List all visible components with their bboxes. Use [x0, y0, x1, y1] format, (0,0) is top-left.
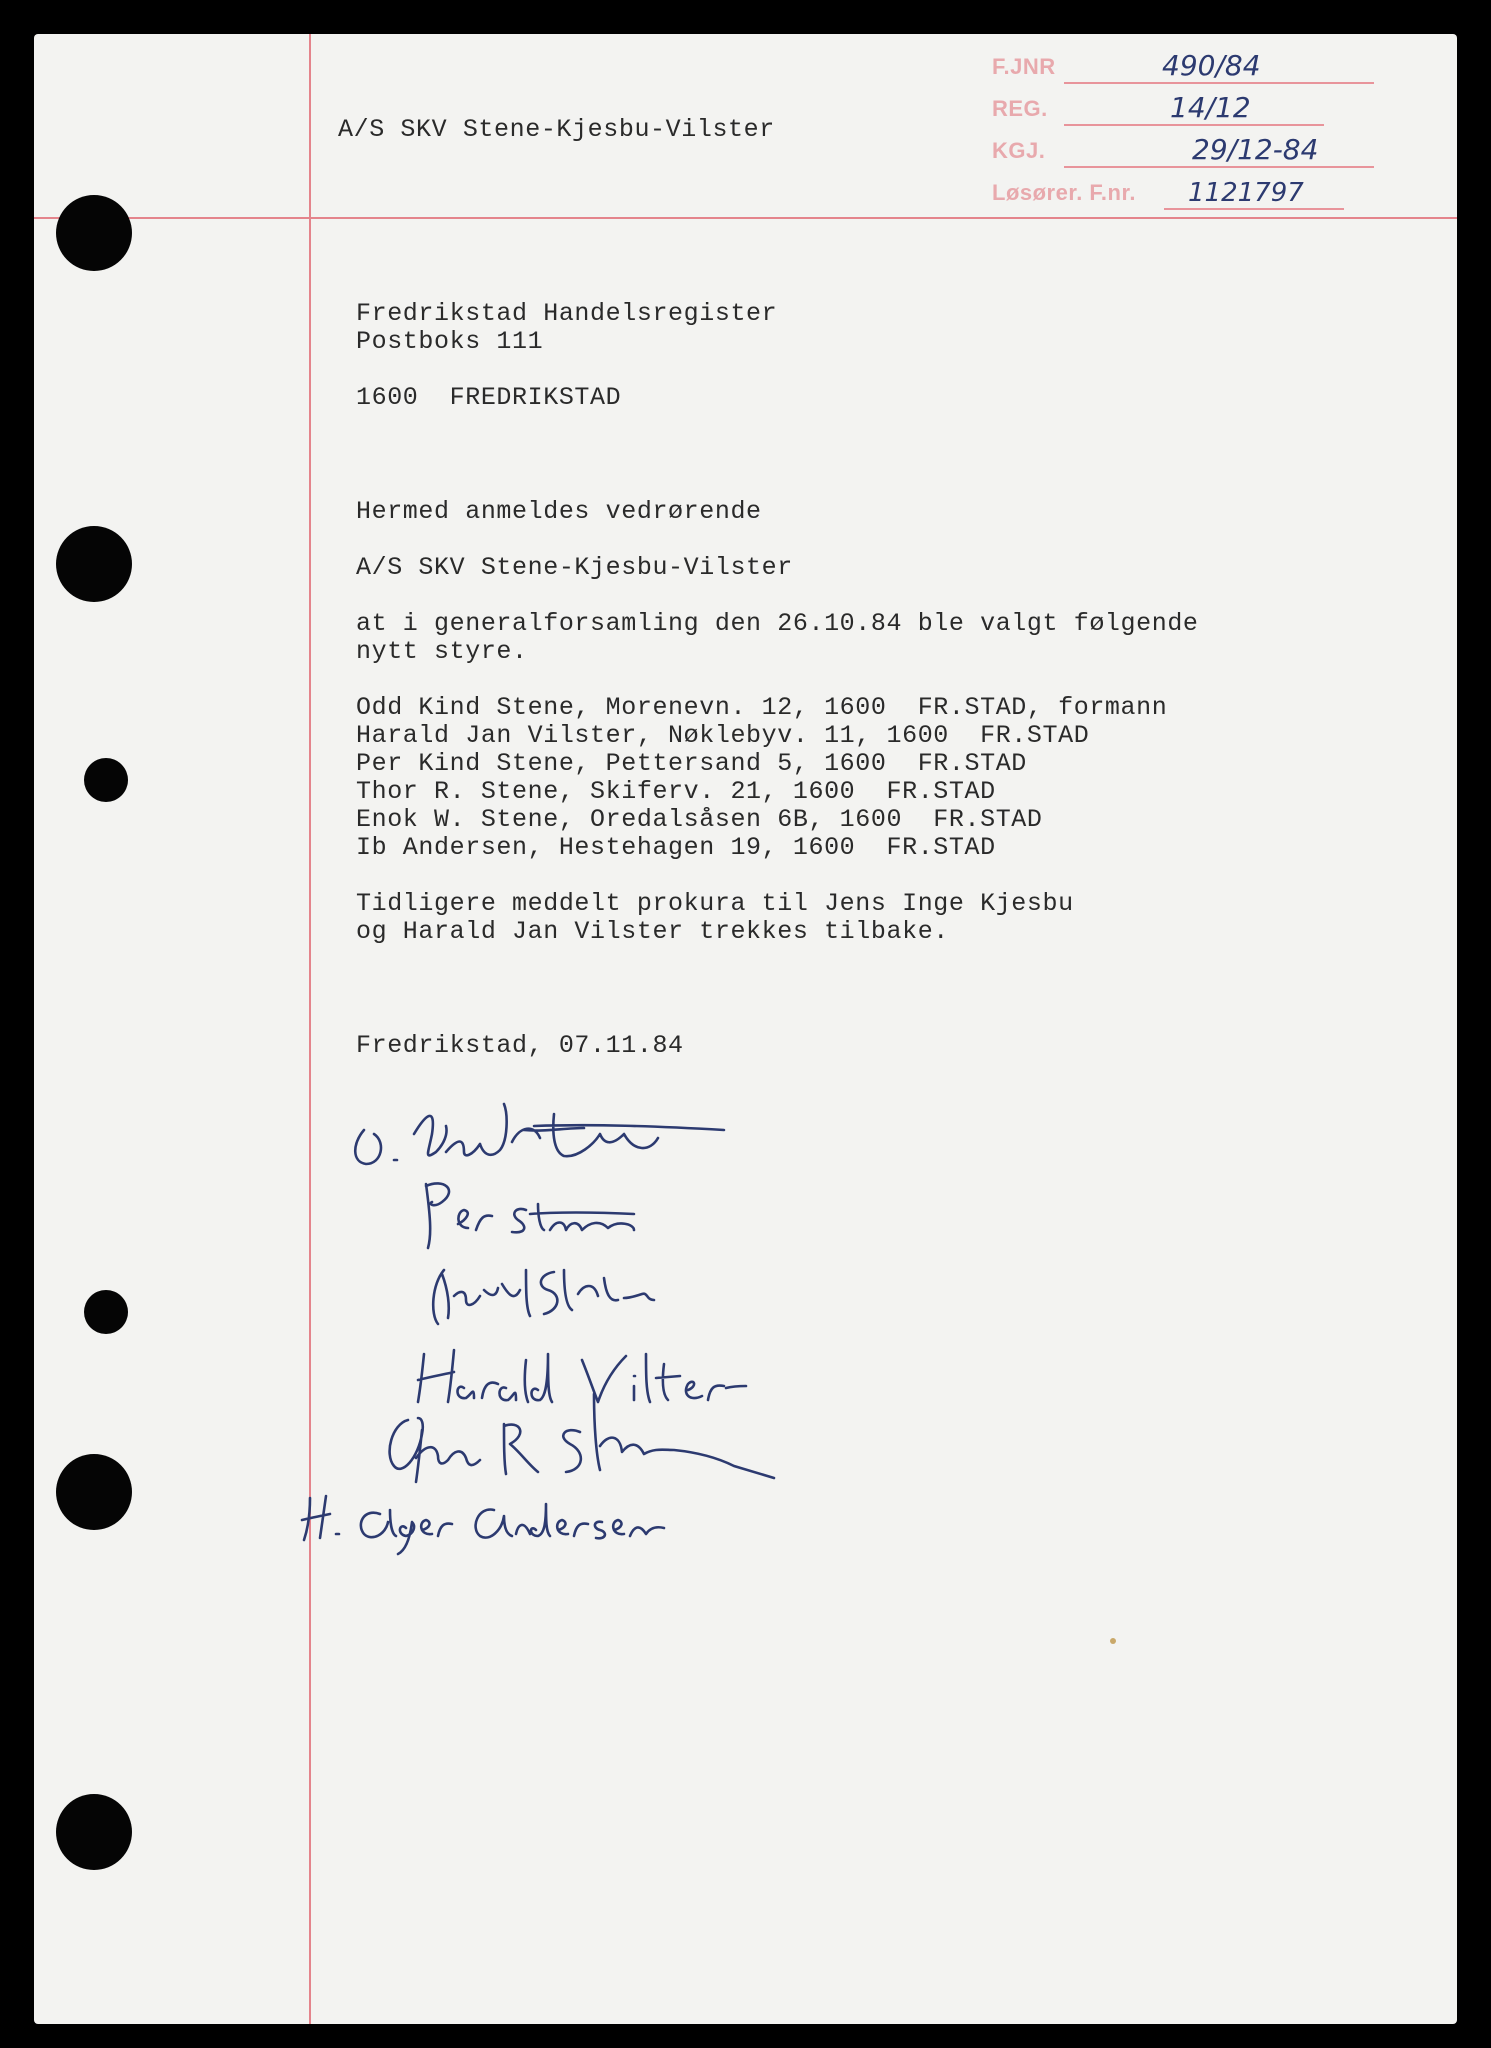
board-member: Enok W. Stene, Oredalsåsen 6B, 1600 FR.STAD [356, 805, 1043, 834]
document-page [34, 34, 1457, 2024]
stamp-fjnr-label: F.JNR [992, 54, 1056, 79]
body-statement-line-2: nytt styre. [356, 637, 528, 666]
recipient-city: 1600 FREDRIKSTAD [356, 383, 622, 412]
signature-thor-r-stene [390, 1394, 774, 1482]
procura-line-2: og Harald Jan Vilster trekkes tilbake. [356, 917, 949, 946]
stamp-kgj-label: KGJ. [992, 138, 1046, 163]
recipient-name: Fredrikstad Handelsregister [356, 299, 778, 328]
binder-hole [56, 1454, 132, 1530]
binder-hole [84, 1290, 128, 1334]
stamp-reg-label: REG. [992, 96, 1048, 121]
ink-spot [1110, 1638, 1116, 1644]
binder-hole [84, 758, 128, 802]
binder-hole [56, 526, 132, 602]
stamp-reg-value: 14/12 [1170, 91, 1251, 124]
binder-hole [56, 195, 132, 271]
stamp-losorer-label: Løsører. F.nr. [992, 180, 1136, 205]
board-member: Harald Jan Vilster, Nøklebyv. 11, 1600 FR.STAD [356, 721, 1090, 750]
header-company: A/S SKV Stene-Kjesbu-Vilster [338, 115, 775, 144]
binder-hole [56, 1794, 132, 1870]
board-member: Thor R. Stene, Skiferv. 21, 1600 FR.STAD [356, 777, 996, 806]
body-company: A/S SKV Stene-Kjesbu-Vilster [356, 553, 793, 582]
body-statement-line-1: at i generalforsamling den 26.10.84 ble valgt følgende [356, 609, 1199, 638]
stamp-kgj-value: 29/12-84 [1192, 133, 1319, 166]
recipient-box: Postboks 111 [356, 327, 544, 356]
procura-line-1: Tidligere meddelt prokura til Jens Inge Kjesbu [356, 889, 1074, 918]
board-member: Per Kind Stene, Pettersand 5, 1600 FR.STAD [356, 749, 1027, 778]
board-member: Odd Kind Stene, Morenevn. 12, 1600 FR.STAD, formann [356, 693, 1168, 722]
signature-harald-vilster [418, 1350, 746, 1402]
signature-enok-stene [433, 1270, 654, 1324]
signature-per-stene [426, 1183, 634, 1248]
signature-odd-kind-stene [355, 1104, 724, 1164]
signature-ib-andersen [302, 1496, 664, 1554]
body-intro: Hermed anmeldes vedrørende [356, 497, 762, 526]
board-member: Ib Andersen, Hestehagen 19, 1600 FR.STAD [356, 833, 996, 862]
stamp-fjnr-value: 490/84 [1162, 49, 1261, 82]
stamp-losorer-value: 1121797 [1188, 178, 1304, 208]
closing-place-date: Fredrikstad, 07.11.84 [356, 1031, 684, 1060]
signatures-block [34, 34, 1457, 2024]
